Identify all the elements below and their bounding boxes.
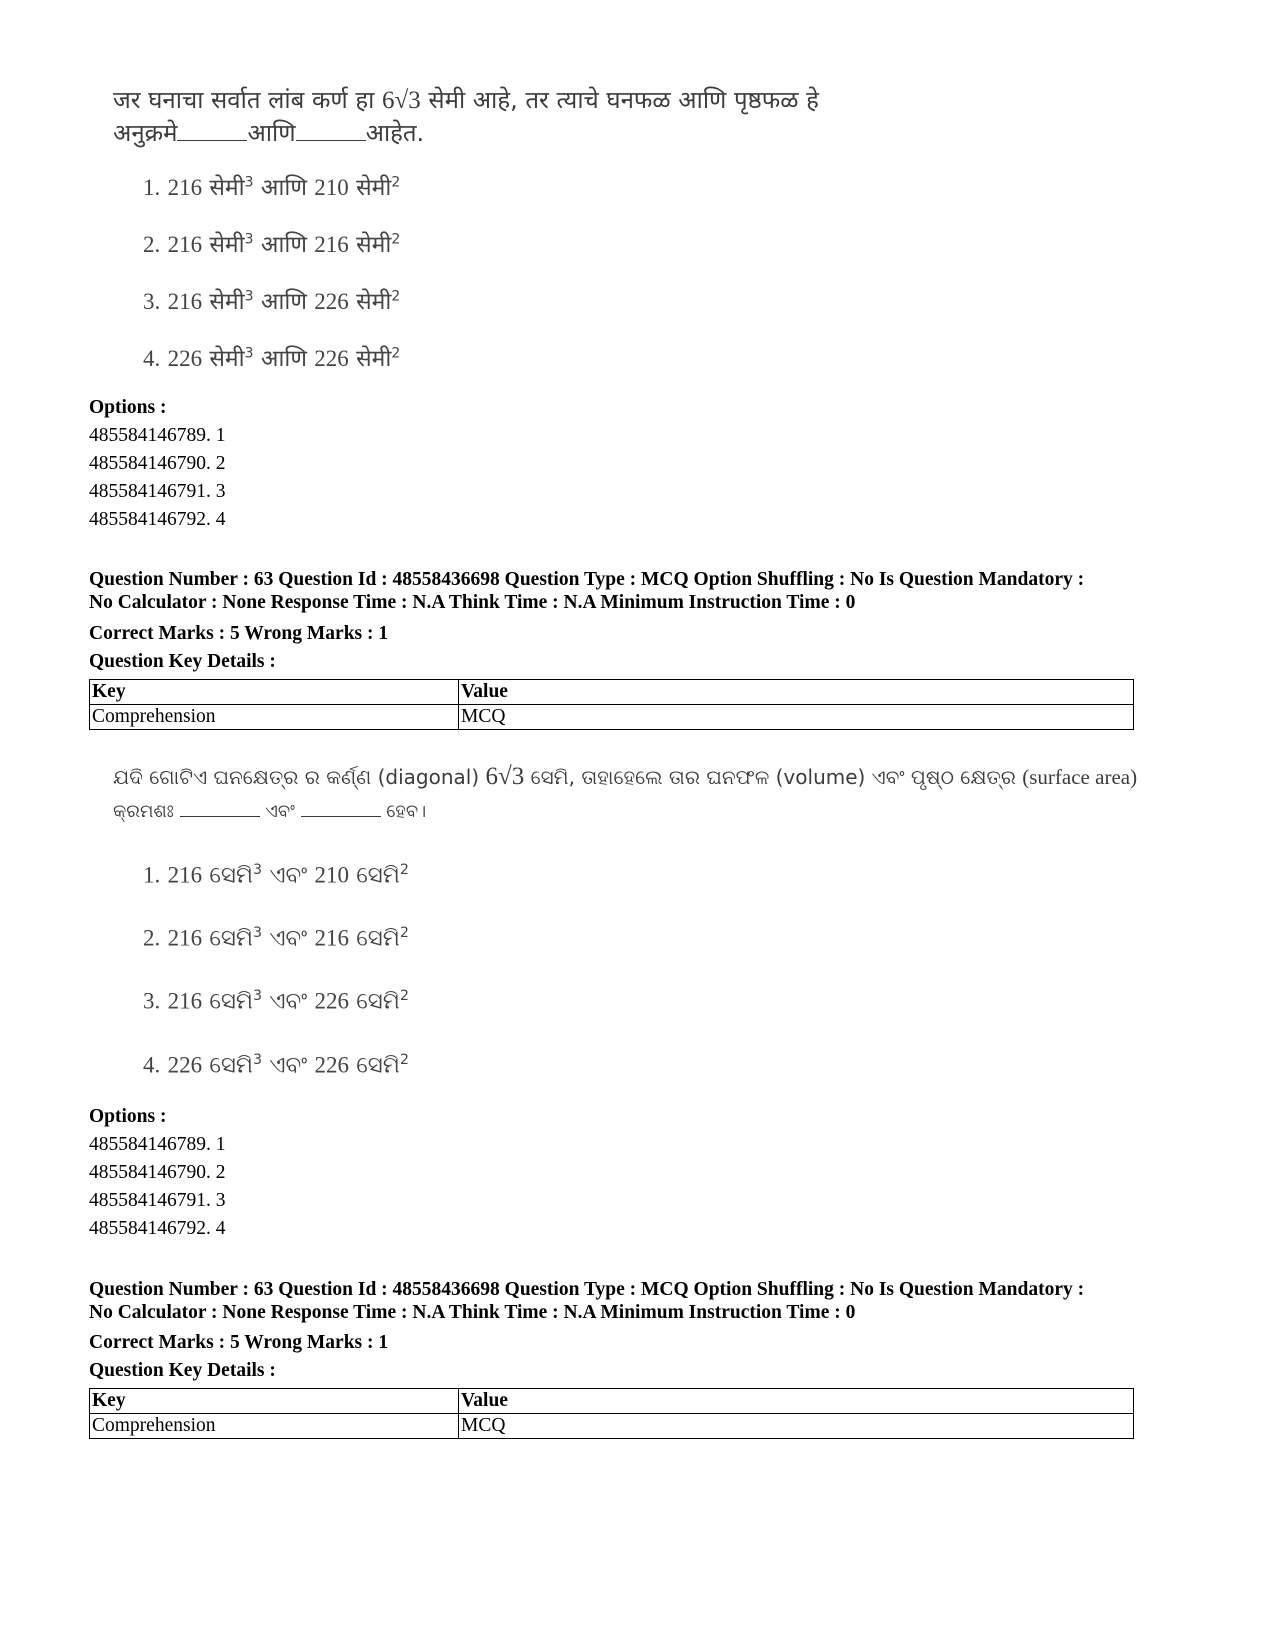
choice-unit: सेमी	[356, 346, 392, 372]
answer-blank	[180, 814, 260, 817]
option-id-item: 485584146791. 3	[89, 481, 226, 502]
choice-value: 210	[314, 175, 349, 200]
option-id-item: 485584146789. 1	[89, 425, 226, 446]
answer-blank	[296, 138, 366, 141]
exponent: 2	[391, 345, 401, 362]
options-section	[89, 394, 226, 534]
choice-connector: ଏବଂ	[269, 1052, 308, 1079]
answer-choice	[143, 341, 400, 373]
answer-choice	[143, 1052, 409, 1079]
choice-connector: ଏବଂ	[269, 862, 308, 889]
exponent: 3	[244, 174, 254, 191]
marks-line: Correct Marks : 5 Wrong Marks : 1	[89, 1332, 389, 1353]
question-image-marathi	[113, 84, 819, 149]
exponent: 3	[253, 988, 263, 1004]
answer-choice	[143, 284, 400, 316]
key-details-label: Question Key Details :	[89, 651, 276, 672]
question-stem	[113, 762, 1137, 792]
exponent: 3	[253, 925, 263, 941]
stem-text: अनुक्रमे	[113, 119, 178, 147]
choice-value: 226	[314, 988, 349, 1014]
choice-unit: सेमी	[209, 346, 245, 372]
stem-text: ସେମି, ତାହାହେଲେ ତାର ଘନଫଳ (volume) ଏବଂ ପୃଷ୍ଠ କ୍ଷେତ୍ର	[530, 765, 1016, 789]
choice-unit: ସେମି	[356, 1052, 400, 1079]
choice-unit: ସେମି	[356, 988, 400, 1015]
question-header	[89, 568, 1084, 614]
option-id-item: 485584146791. 3	[89, 1190, 226, 1211]
stem-text: सेमी आहे, तर त्याचे घनफळ आणि पृष्ठफळ हे	[428, 86, 819, 114]
choice-unit: सेमी	[356, 232, 392, 258]
option-id-item: 485584146792. 4	[89, 509, 226, 530]
choice-unit: ସେମି	[356, 925, 400, 952]
option-id-item: 485584146789. 1	[89, 1134, 226, 1155]
answer-choice	[143, 988, 409, 1015]
choice-value: 226	[167, 1052, 203, 1078]
exponent: 3	[244, 345, 254, 362]
choice-number: 1.	[143, 175, 161, 200]
choice-value: 210	[314, 862, 349, 888]
question-meta-line: No Calculator : None Response Time : N.A Think Time : N.A Minimum Instruction Time : 0	[89, 592, 856, 613]
answer-blank	[301, 814, 381, 817]
question-meta-line: Question Number : 63 Question Id : 48558436698 Question Type : MCQ Option Shuffling : No Is Question Mandatory :	[89, 569, 1085, 590]
exponent: 3	[253, 1052, 263, 1068]
choice-value: 216	[167, 862, 203, 888]
exponent: 2	[399, 1052, 409, 1068]
exponent: 2	[399, 925, 409, 941]
table-header-value: Value	[459, 680, 1134, 705]
choice-value: 216	[167, 175, 203, 200]
choice-value: 226	[314, 1052, 349, 1078]
choice-number: 2.	[143, 232, 161, 257]
choice-value: 216	[167, 289, 203, 314]
choice-value: 216	[167, 925, 203, 951]
question-header	[89, 1278, 1084, 1324]
choice-number: 1.	[143, 862, 161, 888]
stem-text: जर घनाचा सर्वात लांब कर्ण हा	[113, 86, 375, 114]
choice-connector: ଏବଂ	[269, 925, 308, 952]
answer-choice	[143, 925, 409, 952]
choice-value: 226	[314, 289, 349, 314]
stem-text: ଏବଂ	[265, 801, 295, 822]
stem-text: ହେବ।	[386, 801, 427, 822]
stem-text: आणि	[247, 119, 296, 147]
choice-number: 3.	[143, 988, 161, 1014]
table-header-row	[90, 680, 1134, 705]
exponent: 3	[253, 862, 263, 878]
exponent: 2	[399, 862, 409, 878]
answer-choice	[143, 170, 400, 202]
exponent: 2	[399, 988, 409, 1004]
marks-line: Correct Marks : 5 Wrong Marks : 1	[89, 623, 389, 644]
question-meta-line: No Calculator : None Response Time : N.A Think Time : N.A Minimum Instruction Time : 0	[89, 1302, 856, 1323]
choice-value: 216	[167, 988, 203, 1014]
choice-connector: आणि	[260, 232, 307, 258]
answer-choice	[143, 862, 409, 889]
stem-text: आहेत.	[365, 119, 425, 147]
table-cell-value: MCQ	[459, 1414, 1134, 1439]
exponent: 3	[244, 288, 254, 305]
choice-unit: ସେମି	[209, 862, 254, 889]
question-stem	[113, 84, 819, 117]
option-id-item: 485584146792. 4	[89, 1218, 226, 1239]
options-label: Options :	[89, 397, 167, 418]
key-details-label: Question Key Details :	[89, 1360, 276, 1381]
option-id-item: 485584146790. 2	[89, 1162, 226, 1183]
choice-number: 2.	[143, 925, 161, 951]
stem-text: କ୍ରମଶଃ	[113, 801, 174, 822]
answer-blank	[177, 138, 247, 141]
option-id-item: 485584146790. 2	[89, 453, 226, 474]
exponent: 3	[244, 231, 254, 248]
exponent: 2	[391, 231, 401, 248]
table-header-row	[90, 1389, 1134, 1414]
question-image-odia	[113, 762, 1137, 832]
choice-value: 226	[167, 346, 203, 371]
stem-text: (surface area)	[1022, 765, 1138, 789]
choice-unit: ସେମି	[209, 1052, 254, 1079]
choice-connector: आणि	[260, 175, 307, 201]
choice-number: 4.	[143, 346, 161, 371]
table-cell-value: MCQ	[459, 705, 1134, 730]
choice-value: 216	[314, 232, 349, 257]
choice-unit: ସେମି	[356, 862, 400, 889]
math-expression: 6√3	[382, 87, 421, 114]
answer-choice	[143, 227, 400, 259]
key-details-table	[89, 1388, 1134, 1439]
choice-unit: ସେମି	[209, 988, 254, 1015]
choice-connector: आणि	[260, 346, 307, 372]
choice-unit: सेमी	[356, 175, 392, 201]
table-header-key: Key	[90, 680, 459, 705]
choice-value: 216	[314, 925, 349, 951]
options-label: Options :	[89, 1106, 167, 1127]
question-stem-line2	[113, 117, 819, 149]
choice-unit: सेमी	[209, 175, 245, 201]
choice-number: 3.	[143, 289, 161, 314]
stem-text: ଯଦି ଗୋଟିଏ ଘନକ୍ଷେତ୍ର ର କର୍ଣ୍ଣ (diagonal)	[113, 765, 480, 789]
key-details-table	[89, 679, 1134, 730]
question-stem-line2	[113, 792, 1137, 832]
choice-value: 226	[314, 346, 349, 371]
exponent: 2	[391, 174, 401, 191]
math-expression: 6√3	[485, 763, 525, 790]
choice-connector: ଏବଂ	[269, 988, 308, 1015]
table-cell-key: Comprehension	[90, 705, 459, 730]
choice-connector: आणि	[260, 289, 307, 315]
choice-unit: सेमी	[209, 232, 245, 258]
choice-unit: ସେମି	[209, 925, 254, 952]
table-header-value: Value	[459, 1389, 1134, 1414]
exponent: 2	[391, 288, 401, 305]
choice-unit: सेमी	[356, 289, 392, 315]
question-meta-line: Question Number : 63 Question Id : 48558436698 Question Type : MCQ Option Shuffling : No Is Question Mandatory :	[89, 1279, 1085, 1300]
choice-value: 216	[167, 232, 203, 257]
choice-number: 4.	[143, 1052, 161, 1078]
table-row	[90, 705, 1134, 730]
table-header-key: Key	[90, 1389, 459, 1414]
table-row	[90, 1414, 1134, 1439]
options-section	[89, 1103, 226, 1243]
choice-unit: सेमी	[209, 289, 245, 315]
table-cell-key: Comprehension	[90, 1414, 459, 1439]
